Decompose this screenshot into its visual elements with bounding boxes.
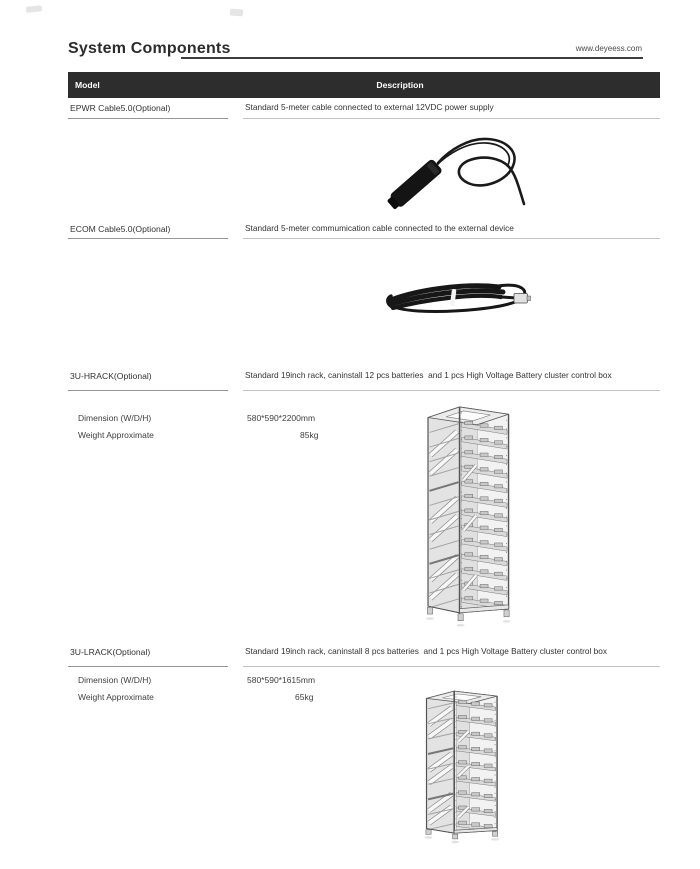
model-ecom-cable: ECOM Cable5.0(Optional): [70, 224, 171, 234]
epwr-power-cable-image: [380, 127, 535, 219]
ecom-rj45-connector: [514, 294, 531, 304]
description-column-header: Description: [376, 80, 424, 90]
hrack-weight-label: Weight Approximate: [78, 430, 154, 440]
row-divider: [243, 118, 660, 119]
short-battery-rack-image: [423, 687, 501, 845]
description-epwr-cable: Standard 5-meter cable connected to external 12VDC power supply: [245, 102, 494, 112]
page-title: System Components: [68, 40, 231, 57]
epwr-connector: [385, 158, 443, 212]
model-column-header: Model: [75, 80, 100, 90]
description-lrack: Standard 19inch rack, caninstall 8 pcs batteries and 1 pcs High Voltage Battery cluster control box: [245, 646, 608, 656]
hrack-weight-value: 85kg: [300, 430, 319, 440]
hrack-dimension-label: Dimension (W/D/H): [78, 413, 152, 423]
row-divider: [68, 118, 228, 119]
lrack-weight-label: Weight Approximate: [78, 692, 154, 702]
lrack-weight-value: 65kg: [295, 692, 314, 702]
scan-artifact: [26, 5, 43, 13]
website-link[interactable]: www.deyeess.com: [575, 44, 642, 53]
title-underline: [181, 57, 643, 59]
model-hrack: 3U-HRACK(Optional): [70, 371, 152, 381]
row-divider: [68, 390, 228, 391]
row-divider: [68, 238, 228, 239]
hrack-dimension-value: 580*590*2200mm: [247, 413, 316, 423]
row-divider: [243, 390, 660, 391]
row-divider: [243, 666, 660, 667]
epwr-wire: [435, 139, 524, 204]
row-divider: [68, 666, 228, 667]
lrack-dimension-label: Dimension (W/D/H): [78, 675, 152, 685]
ecom-cable-bundle: [388, 285, 525, 311]
description-ecom-cable: Standard 5-meter commumication cable connected to the external device: [245, 223, 514, 233]
lrack-dimension-value: 580*590*1615mm: [247, 675, 316, 685]
ecom-communication-cable-image: [382, 267, 537, 325]
tall-battery-rack-image: [424, 401, 513, 630]
row-divider: [243, 238, 660, 239]
description-hrack: Standard 19inch rack, caninstall 12 pcs batteries and 1 pcs High Voltage Battery cluster control box: [245, 370, 612, 380]
model-epwr-cable: EPWR Cable5.0(Optional): [70, 103, 171, 113]
scan-artifact: [230, 9, 243, 17]
table-header-bar: [68, 72, 660, 98]
model-lrack: 3U-LRACK(Optional): [70, 647, 151, 657]
